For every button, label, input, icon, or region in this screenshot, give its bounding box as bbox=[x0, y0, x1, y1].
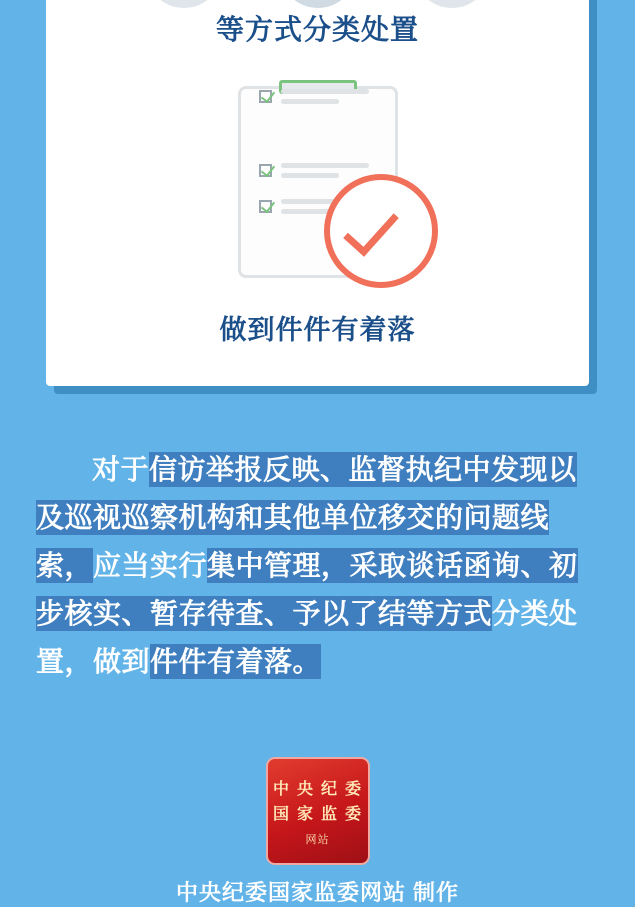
clipboard-line bbox=[281, 163, 369, 168]
info-card bbox=[46, 0, 589, 386]
card-caption: 做到件件有着落 bbox=[219, 315, 416, 345]
clipboard-text-lines bbox=[281, 163, 369, 178]
checked-checkbox-icon bbox=[259, 200, 272, 213]
logo-subtitle: 网站 bbox=[305, 833, 330, 846]
check-mark-icon bbox=[343, 199, 399, 256]
logo-line-2 bbox=[273, 801, 362, 824]
logo-line-1 bbox=[273, 776, 362, 799]
circle-icon-2 bbox=[280, 0, 356, 8]
highlighted-text: 件件有着落。 bbox=[150, 646, 322, 677]
logo-char: 纪 bbox=[321, 780, 339, 798]
plain-text: 对于 bbox=[92, 454, 150, 485]
logo-char: 委 bbox=[345, 805, 363, 823]
footer-credit: 中央纪委国家监委网站 制作 bbox=[175, 880, 460, 905]
logo-char: 央 bbox=[296, 780, 314, 798]
clipboard-line bbox=[281, 89, 369, 94]
checked-checkbox-icon bbox=[259, 90, 272, 103]
cczi-logo bbox=[266, 757, 370, 865]
clipboard-line bbox=[281, 173, 339, 178]
logo-char: 家 bbox=[296, 805, 314, 823]
logo-char: 中 bbox=[272, 780, 290, 798]
logo-char: 国 bbox=[272, 805, 290, 823]
checked-checkbox-icon bbox=[259, 164, 272, 177]
logo-char: 监 bbox=[321, 805, 339, 823]
body-paragraph bbox=[36, 446, 602, 686]
check-circle-icon bbox=[324, 174, 438, 288]
logo-char: 委 bbox=[345, 780, 363, 798]
card-title: 等方式分类处置 bbox=[215, 14, 419, 45]
card-body bbox=[46, 0, 589, 386]
clipboard-line bbox=[281, 99, 339, 104]
plain-text: 分类处置，做到 bbox=[36, 598, 578, 677]
clipboard-row bbox=[259, 163, 369, 178]
circle-icon-1 bbox=[146, 0, 222, 8]
highlighted-text: 信访举报反映、监督执纪中发现以及巡视巡察机构和其他单位移交的问题线索， bbox=[36, 454, 577, 581]
clipboard-text-lines bbox=[281, 89, 369, 104]
plain-text: 应当实行 bbox=[93, 550, 208, 581]
highlighted-text: 集中管理，采取谈话函询、初步核实、暂存待查、予以了结等方式 bbox=[36, 550, 578, 629]
icon-circle-row bbox=[46, 0, 589, 8]
clipboard-row bbox=[259, 89, 369, 104]
circle-icon-3 bbox=[414, 0, 490, 8]
